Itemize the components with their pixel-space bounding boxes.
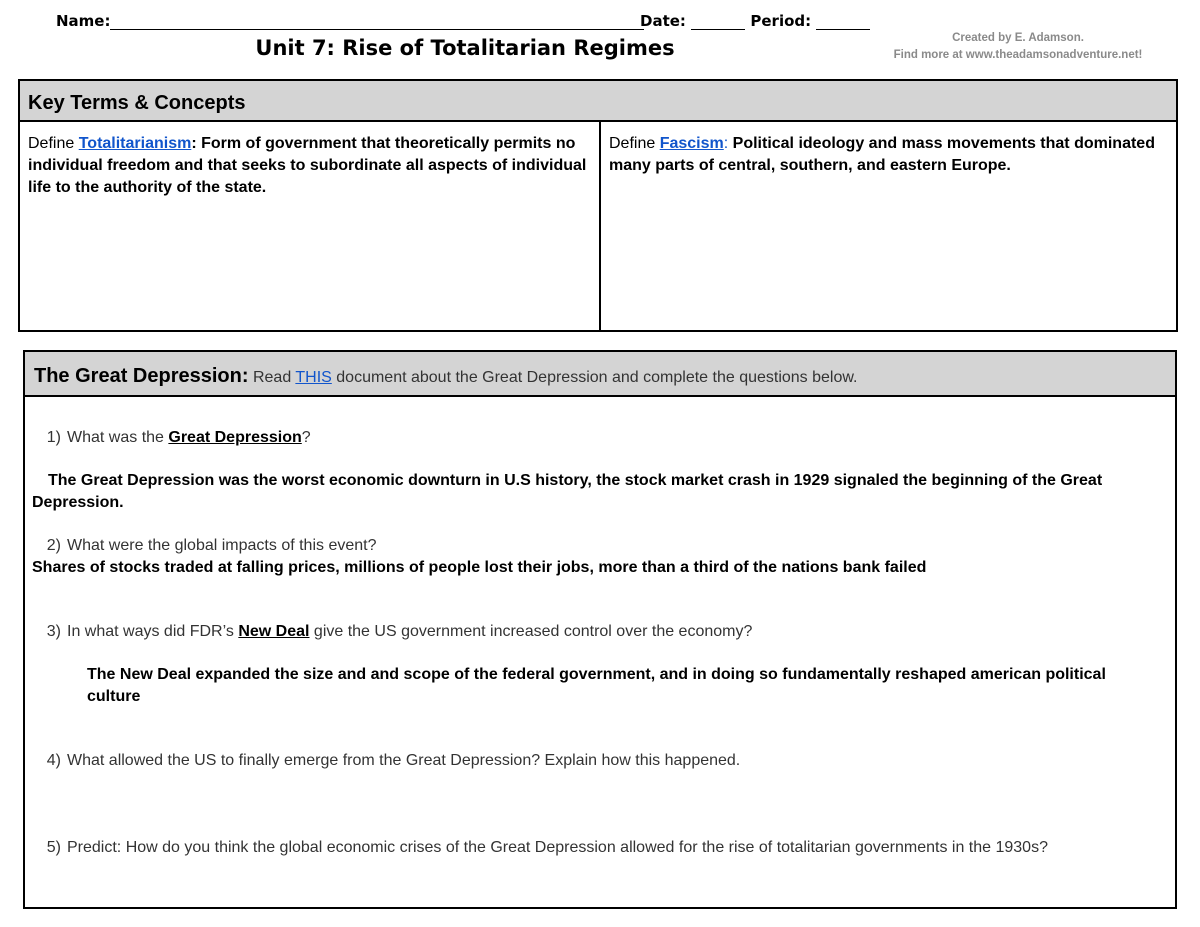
question-1 [35, 427, 311, 449]
name-field[interactable] [56, 12, 644, 30]
q4-number: 4) [46, 752, 61, 769]
totalitarianism-cell[interactable] [20, 122, 601, 330]
q2-text: What were the global impacts of this event? [67, 537, 377, 554]
q5-text: Predict: How do you think the global economic crises of the Great Depression allowed for the rise of totalitarian governments in the 1930s? [67, 839, 1048, 856]
section-title: The Great Depression: [34, 365, 249, 387]
q4-text: What allowed the US to finally emerge from the Great Depression? Explain how this happened. [67, 752, 741, 769]
page-title: Unit 7: Rise of Totalitarian Regimes [255, 36, 675, 60]
q1-after: ? [301, 429, 311, 446]
great-depression-section [23, 350, 1177, 909]
date-label: Date: [640, 12, 686, 30]
define-label: Define [28, 135, 79, 152]
answer-1[interactable]: The Great Depression was the worst economic downturn in U.S history, the stock market crash in 1929 signaled the beginning of the Great Depression. [32, 472, 1103, 511]
question-2 [35, 535, 377, 557]
q3-before: In what ways did FDR’s [67, 623, 239, 640]
instruction-after: document about the Great Depression and complete the questions below. [331, 369, 858, 386]
q5-number: 5) [46, 839, 61, 856]
colon: : [191, 135, 197, 152]
instruction-before: Read [248, 369, 296, 386]
this-document-link[interactable]: THIS [295, 369, 332, 386]
answer-3[interactable]: The New Deal expanded the size and and scope of the federal government, and in doing so fundamentally reshaped american political culture [87, 666, 1106, 705]
q2-number: 2) [46, 537, 61, 554]
great-depression-heading [25, 352, 1175, 397]
fascism-link[interactable]: Fascism [659, 135, 724, 152]
question-5 [35, 837, 1145, 859]
define-label: Define [609, 135, 660, 152]
q1-before: What was the [67, 429, 169, 446]
fascism-cell[interactable] [601, 122, 1176, 330]
q3-number: 3) [46, 623, 61, 640]
q3-after: give the US government increased control over the economy? [309, 623, 753, 640]
totalitarianism-link[interactable]: Totalitarianism [78, 135, 192, 152]
date-blank[interactable] [691, 13, 745, 30]
fascism-definition: Political ideology and mass movements that dominated many parts of central, southern, and eastern Europe. [609, 135, 1155, 174]
question-4 [35, 750, 740, 772]
date-period-fields [640, 12, 870, 30]
key-terms-heading: Key Terms & Concepts [20, 81, 1176, 122]
period-label: Period: [750, 12, 812, 30]
name-blank[interactable] [110, 13, 644, 30]
answer-2[interactable]: Shares of stocks traded at falling prices, millions of people lost their jobs, more than a third of the nations bank failed [32, 559, 927, 576]
colon: : [723, 135, 729, 152]
q1-number: 1) [46, 429, 61, 446]
q1-term: Great Depression [168, 429, 302, 446]
period-blank[interactable] [816, 13, 870, 30]
key-terms-table [18, 79, 1178, 332]
q3-term: New Deal [238, 623, 310, 640]
name-label: Name: [56, 12, 111, 30]
totalitarianism-definition: Form of government that theoretically permits no individual freedom and that seeks to subordinate all aspects of individual life to the authority of the state. [28, 135, 587, 196]
credit-line-1: Created by E. Adamson. [952, 32, 1084, 44]
credit-note [868, 30, 1168, 64]
credit-line-2: Find more at www.theadamsonadventure.net! [893, 49, 1143, 61]
question-3 [35, 621, 752, 643]
